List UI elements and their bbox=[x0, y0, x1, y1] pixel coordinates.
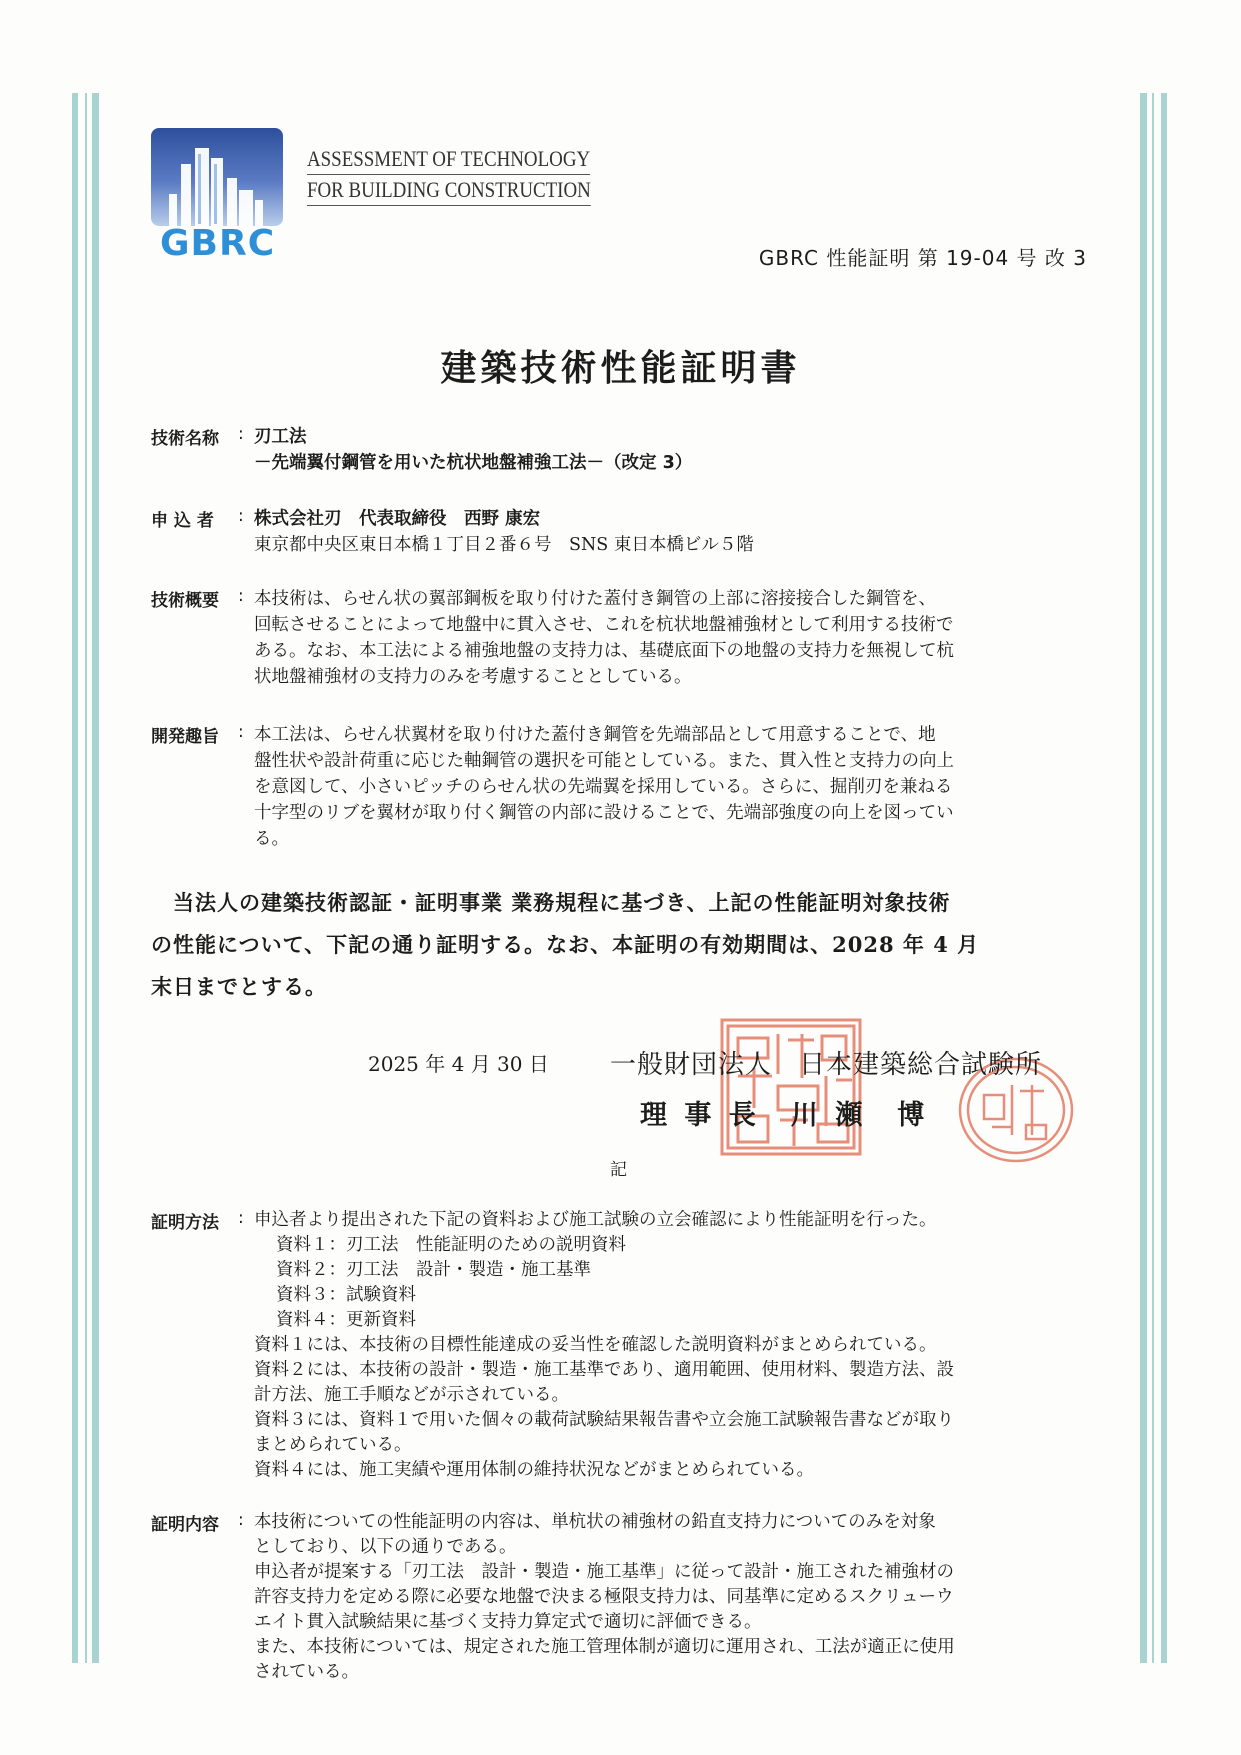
material-item: 資料１：刃工法 性能証明のための説明資料 bbox=[276, 1235, 626, 1255]
method-note: 資料１には、本技術の目標性能達成の妥当性を確認した説明資料がまとめられている。 bbox=[254, 1335, 937, 1355]
square-seal-icon bbox=[718, 1016, 864, 1158]
issue-date: 2025 年 4 月 30 日 bbox=[368, 1052, 549, 1076]
method-note: 計方法、施工手順などが示されている。 bbox=[254, 1385, 569, 1405]
chairman-signature: 理 事 長 川 瀬 博 bbox=[640, 1100, 929, 1131]
content-label: 証明内容 bbox=[151, 1515, 219, 1535]
colon: : bbox=[238, 586, 244, 606]
gbrc-logo-icon bbox=[151, 128, 283, 226]
statement-line: 当法人の建築技術認証・証明事業 業務規程に基づき、上記の性能証明対象技術 bbox=[151, 890, 951, 915]
issuing-organization: 一般財団法人 日本建築総合試験所 bbox=[610, 1050, 1043, 1080]
content-line: 申込者が提案する「刃工法 設計・製造・施工基準」に従って設計・施工された補強材の bbox=[254, 1562, 954, 1582]
colon: : bbox=[238, 1510, 244, 1530]
ki-marker: 記 bbox=[610, 1160, 627, 1180]
method-note: 資料３には、資料１で用いた個々の載荷試験結果報告書や立会施工試験報告書などが取り bbox=[254, 1410, 954, 1430]
colon: : bbox=[238, 506, 244, 526]
method-intro: 申込者より提出された下記の資料および施工試験の立会確認により性能証明を行った。 bbox=[254, 1210, 937, 1230]
overview-line: 本技術は、らせん状の翼部鋼板を取り付けた蓋付き鋼管の上部に溶接接合した鋼管を、 bbox=[254, 589, 936, 609]
applicant-label: 申 込 者 bbox=[151, 511, 214, 531]
document-title: 建築技術性能証明書 bbox=[440, 348, 801, 389]
content-line: 許容支持力を定める際に必要な地盤で決まる極限支持力は、同基準に定めるスクリューウ bbox=[254, 1587, 954, 1607]
purpose-line: を意図して、小さいピッチのらせん状の先端翼を採用している。さらに、掘削刃を兼ねる bbox=[254, 777, 953, 797]
certificate-number: GBRC 性能証明 第 19-04 号 改 3 bbox=[758, 246, 1087, 270]
technology-subtitle: －先端翼付鋼管を用いた杭状地盤補強工法－（改定 3） bbox=[254, 453, 693, 473]
content-line: 本技術についての性能証明の内容は、単杭状の補強材の鉛直支持力についてのみを対象 bbox=[254, 1512, 936, 1532]
applicant-name: 株式会社刃 代表取締役 西野 康宏 bbox=[254, 509, 541, 529]
purpose-line: 盤性状や設計荷重に応じた軸鋼管の選択を可能としている。また、貫入性と支持力の向上 bbox=[254, 751, 954, 771]
method-note: 資料４には、施工実績や運用体制の維持状況などがまとめられている。 bbox=[254, 1460, 814, 1480]
logo-text: GBRC bbox=[160, 223, 276, 264]
method-note: まとめられている。 bbox=[254, 1435, 412, 1455]
method-label: 証明方法 bbox=[151, 1213, 219, 1233]
overview-label: 技術概要 bbox=[151, 591, 219, 611]
statement-line: 末日までとする。 bbox=[151, 974, 327, 999]
purpose-line: る。 bbox=[254, 829, 289, 849]
material-item: 資料２：刃工法 設計・製造・施工基準 bbox=[276, 1260, 591, 1280]
colon: : bbox=[238, 424, 244, 444]
content-line: されている。 bbox=[254, 1662, 359, 1682]
material-item: 資料３：試験資料 bbox=[276, 1285, 416, 1305]
purpose-label: 開発趣旨 bbox=[151, 727, 219, 747]
org-name-line2: FOR BUILDING CONSTRUCTION bbox=[307, 177, 591, 206]
org-name-line1: ASSESSMENT OF TECHNOLOGY bbox=[307, 146, 590, 175]
method-note: 資料２には、本技術の設計・製造・施工基準であり、適用範囲、使用材料、製造方法、設 bbox=[254, 1360, 954, 1380]
applicant-address: 東京都中央区東日本橋１丁目２番６号 SNS 東日本橋ビル５階 bbox=[254, 535, 754, 555]
overview-line: 回転させることによって地盤中に貫入させ、これを杭状地盤補強材として利用する技術で bbox=[254, 615, 954, 635]
content-line: としており、以下の通りである。 bbox=[254, 1537, 517, 1557]
content-line: エイト貫入試験結果に基づく支持力算定式で適切に評価できる。 bbox=[254, 1612, 762, 1632]
material-item: 資料４：更新資料 bbox=[276, 1310, 416, 1330]
statement-line: の性能について、下記の通り証明する。なお、本証明の有効期間は、2028 年 4 月 bbox=[151, 932, 980, 957]
purpose-line: 十字型のリブを翼材が取り付く鋼管の内部に設けることで、先端部強度の向上を図ってい bbox=[254, 803, 954, 823]
technology-name-label: 技術名称 bbox=[151, 429, 219, 449]
purpose-line: 本工法は、らせん状翼材を取り付けた蓋付き鋼管を先端部品として用意することで、地 bbox=[254, 725, 936, 745]
technology-name: 刃工法 bbox=[254, 427, 307, 447]
content-line: また、本技術については、規定された施工管理体制が適切に運用され、工法が適正に使用 bbox=[254, 1637, 955, 1657]
overview-line: 状地盤補強材の支持力のみを考慮することとしている。 bbox=[254, 667, 692, 687]
colon: : bbox=[238, 722, 244, 742]
certification-statement bbox=[151, 882, 1091, 1008]
colon: : bbox=[238, 1208, 244, 1228]
overview-line: ある。なお、本工法による補強地盤の支持力は、基礎底面下の地盤の支持力を無視して杭 bbox=[254, 641, 954, 661]
